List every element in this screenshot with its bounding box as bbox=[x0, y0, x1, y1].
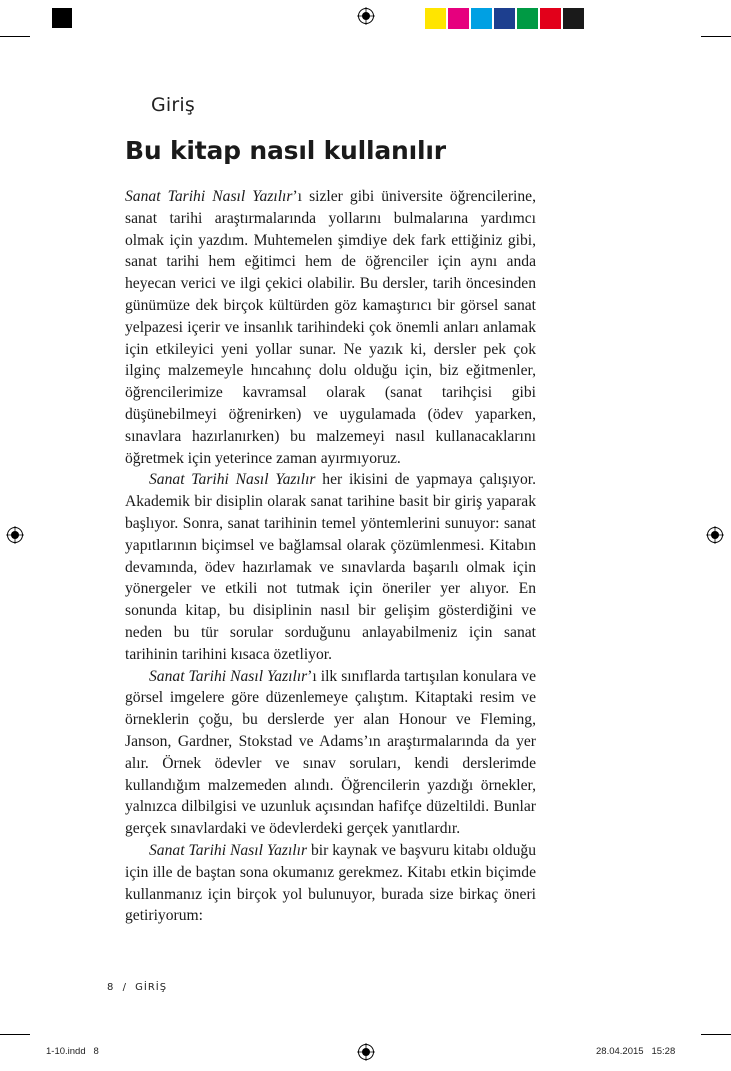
book-title: Sanat Tarihi Nasıl Yazılır bbox=[125, 188, 293, 205]
book-title: Sanat Tarihi Nasıl Yazılır bbox=[149, 667, 308, 685]
paragraph bbox=[125, 469, 536, 665]
registration-black-square bbox=[52, 8, 72, 28]
body-text bbox=[125, 186, 536, 927]
chapter-label: Giriş bbox=[151, 94, 195, 116]
slug-timestamp: 28.04.2015 15:28 bbox=[596, 1046, 676, 1057]
registration-target-icon bbox=[357, 1043, 375, 1061]
color-swatch bbox=[425, 8, 446, 29]
slug-file: 1-10.indd 8 bbox=[46, 1046, 99, 1057]
paragraph-text: her ikisini de yapmaya çalışıyor. Akademik bir disiplin olarak sanat tarihine basit bir giriş yaparak başlıyor. Sonra, sanat tarihinin temel yöntemlerini sunuyor: sanat yapıtlarının biçimsel ve bağlamsal olarak çözümlenmesi. Kitabın devamında, ödev hazırlamak ve sınavlarda başarılı olmak için yönergeler ve etkili not tutmak için öneriler yer alıyor. En sonunda kitap, bu disiplinin nasıl bir gelişim gösterdiğini ve neden bu tür sorular sorduğunu anlayabilmeniz için sanat tarihinin tarihini kısaca özetliyor. bbox=[125, 471, 536, 663]
book-title: Sanat Tarihi Nasıl Yazılır bbox=[149, 841, 308, 859]
color-swatch bbox=[471, 8, 492, 29]
color-swatch bbox=[563, 8, 584, 29]
paragraph bbox=[125, 666, 536, 840]
paragraph-text: bir kaynak ve başvuru kitabı olduğu için ille de baştan sona okumanız gerekmez. Kitabı etkin biçimde kullanmanız için birçok yol bulunuyor, burada size birkaç öneri getiriyorum: bbox=[125, 841, 536, 925]
crop-mark bbox=[0, 1034, 30, 1035]
page-number: 8 bbox=[107, 982, 115, 993]
color-swatch bbox=[448, 8, 469, 29]
registration-target-icon bbox=[357, 7, 375, 25]
crop-mark bbox=[701, 36, 731, 37]
paragraph-text: ’ı ilk sınıflarda tartışılan konulara ve görsel imgelere göre düzenlemeye çalıştım. Kitaptaki resim ve örneklerin çoğu, bu derslerde yer alan Honour ve Fleming, Janson, Gardner, Stokstad ve Adams’ın araştırmalarında da yer alır. Örnek ödevler ve sınav soruları, kendi derslerimde kullandığım malzemeden alındı. Öğrencilerin yazdığı örnekler, yalnızca dilbilgisi ve uzunluk açısından hafifçe düzeltildi. Bunlar gerçek sınavlardaki ve ödevlerdeki gerçek yanıtlardır. bbox=[125, 667, 536, 838]
color-swatch bbox=[517, 8, 538, 29]
footer-separator: / bbox=[122, 982, 127, 993]
section-title: Bu kitap nasıl kullanılır bbox=[125, 136, 446, 165]
paragraph-text: ’ı sizler gibi üniversite öğrencilerine, sanat tarihi araştırmalarında yollarını bulmalarına yardımcı olmak için yazdım. Muhtemelen şimdiye dek fark ettiğiniz gibi, sanat tarihi hem eğitimci hem de öğrenciler için aynı anda heyecan verici ve ilgi çekici olabilir. Bu dersler, tarih öncesinden günümüze dek birçok kültürden göz kamaştırıcı bir görsel sanat yelpazesi içerir ve insanlık tarihindeki çok önemli anları anlamak için etkileyici yeni yollar sunar. Ne yazık ki, dersler pek çok ilginç malzemeyle hıncahınç dolu olduğu için, biz eğitmenler, öğrencilerimize kavramsal olarak (sanat tarihçisi gibi düşünebilmeyi öğrenirken) ve uygulamada (ödev yaparken, sınavlara hazırlanırken) bu malzemeyi nasıl kullanacaklarını öğretmek için yeterince zaman ayırmıyoruz. bbox=[125, 188, 536, 467]
crop-mark bbox=[0, 36, 30, 37]
color-swatch bbox=[540, 8, 561, 29]
registration-target-icon bbox=[6, 526, 24, 544]
color-swatch bbox=[494, 8, 515, 29]
registration-target-icon bbox=[706, 526, 724, 544]
crop-mark bbox=[701, 1034, 731, 1035]
book-title: Sanat Tarihi Nasıl Yazılır bbox=[149, 471, 316, 489]
paragraph bbox=[125, 840, 536, 927]
page-footer bbox=[107, 982, 167, 993]
running-head: GİRİŞ bbox=[135, 982, 168, 993]
paragraph bbox=[125, 186, 536, 469]
